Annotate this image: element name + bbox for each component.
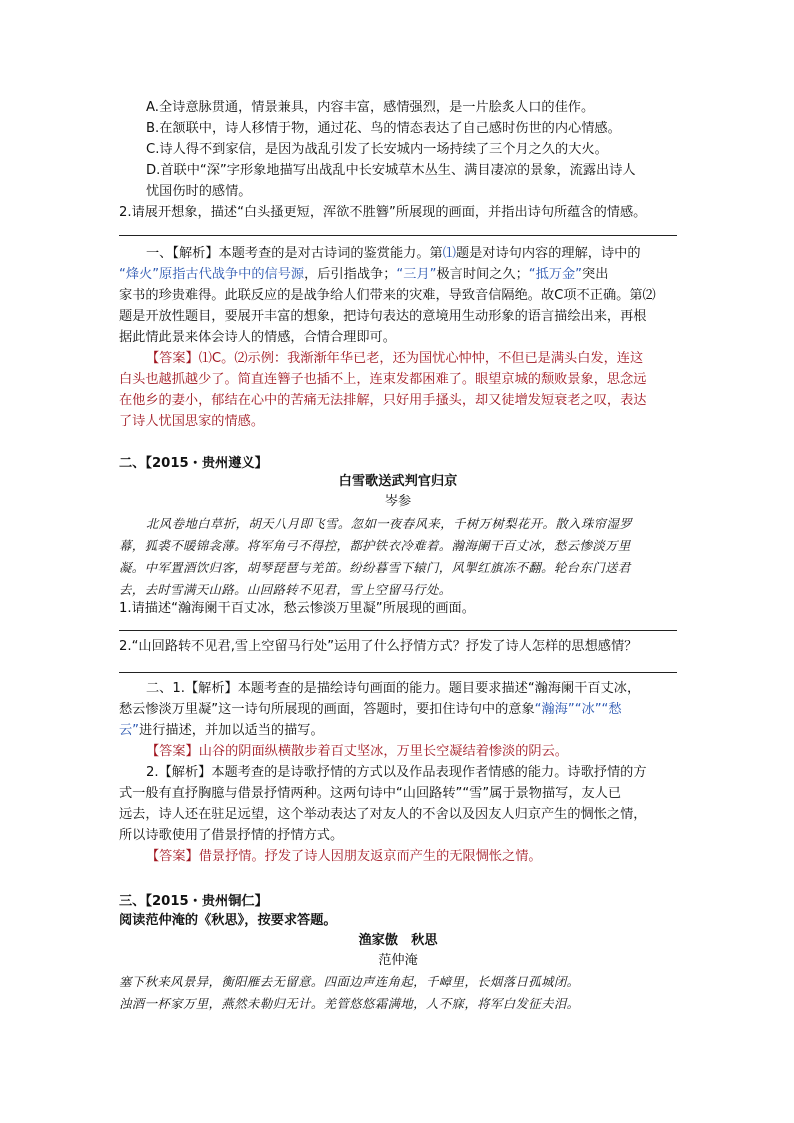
poem-title-baixuege: 白雪歌送武判官归京 [338, 474, 458, 489]
answer-line [119, 235, 677, 236]
answer-2-1-text: 山谷的阴面纵横散步着百丈坚冰，万里长空凝结着惨淡的阴云。 [198, 744, 568, 759]
answer-2-2-text: 借景抒情。抒发了诗人因朋友返京而产生的无限惆怅之情。 [198, 849, 542, 864]
highlight-chouyun: 云” [119, 723, 140, 738]
analysis-2-2-line4: 所以诗歌使用了借景抒情的抒情方式。 [119, 828, 344, 843]
analysis-2-2-line2: 式一般有直抒胸臆与借景抒情两种。这两句诗中“山回路转”“雪”属于景物描写，友人已 [119, 786, 622, 801]
answer-label: 【答案】 [146, 849, 199, 864]
answer-1-line3: 在他乡的妻小，郁结在心中的苦痛无法排解，只好用手搔头，却又徒增发短衰老之叹，表达 [119, 393, 647, 408]
section-3-heading: 三、【2015・贵州铜仁】 [119, 894, 268, 909]
option-b: B.在颔联中，诗人移情于物，通过花、鸟的情态表达了自己感时伤世的内心情感。 [146, 121, 621, 136]
analysis-1-line2 [119, 266, 608, 284]
highlight-fenghuo: “烽火”原指古代战争中的信号源 [119, 267, 305, 282]
poem-author-fanzhongyan: 范仲淹 [378, 953, 418, 968]
option-a: A.全诗意脉贯通，情景兼具，内容丰富，感情强烈，是一片脍炙人口的佳作。 [146, 100, 595, 115]
analysis-2-1-line2 [119, 701, 622, 719]
answer-1-line4: 了诗人忧国思家的情感。 [119, 414, 265, 429]
analysis-1-line5: 据此情此景来体会诗人的情感，合情合理即可。 [119, 330, 396, 345]
section-2-question-2: 2.“山回路转不见君,雪上空留马行处”运用了什么抒情方式？抒发了诗人怎样的思想感情？ [119, 639, 638, 654]
analysis-1-line1 [146, 245, 641, 263]
answer-line-2-1 [119, 630, 677, 631]
section-3-intro: 阅读范仲淹的《秋思》，按要求答题。 [119, 913, 337, 928]
analysis-1-line3: 家书的珍贵难得。此联反应的是战争给人们带来的灾难，导致音信隔绝。故C项不正确。第⑵ [119, 288, 656, 303]
answer-label: 【答案】 [146, 351, 199, 366]
poem-author-censhen: 岑参 [384, 494, 412, 509]
analysis-1-text-a: 一、【解析】本题考查的是对古诗词的鉴赏能力。第 [146, 246, 443, 261]
answer-1-line2: 白头也越抓越少了。简直连簪子也插不上，连束发都困难了。眼望京城的颓败景象，思念远 [119, 372, 647, 387]
poem-title-yujiaao: 渔家傲 秋思 [358, 933, 438, 948]
section-2-heading: 二、【2015・贵州遵义】 [119, 456, 268, 471]
answer-2-2 [146, 848, 542, 866]
highlight-hanhai-bing: “瀚海”“冰”“愁 [534, 702, 622, 717]
poem-line-1: 塞下秋来风景异，衡阳雁去无留意。四面边声连角起，千嶂里，长烟落日孤城闭。 [119, 974, 580, 989]
poem-line-4: 去，去时雪满天山路。山回路转不见君，雪上空留马行处。 [119, 582, 452, 597]
option-d-line2: 忧国伤时的感情。 [146, 184, 252, 199]
analysis-1-line4: 题是开放性题目，要展开丰富的想象，把诗句表达的意境用生动形象的语言描绘出来，再根 [119, 309, 647, 324]
analysis-2-2-line1: 2.【解析】本题考查的是诗歌抒情的方式以及作品表现作者情感的能力。诗歌抒情的方 [146, 765, 647, 780]
highlight-diwanjin: “抵万金” [528, 267, 583, 282]
answer-1-line1 [146, 350, 643, 368]
answer-label: 【答案】 [146, 744, 199, 759]
poem-line-2: 浊酒一杯家万里，燕然未勒归无计。羌管悠悠霜满地，人不寐，将军白发征夫泪。 [119, 996, 580, 1011]
analysis-1-text-end: 突出 [582, 267, 609, 282]
poem-line-3: 凝。中军置酒饮归客，胡琴琵琶与羌笛。纷纷暮雪下辕门，风掣红旗冻不翻。轮台东门送君 [119, 560, 631, 575]
analysis-1-marker: ⑴ [442, 246, 456, 261]
analysis-1-text-mid2: 极言时间之久； [436, 267, 529, 282]
option-c: C.诗人得不到家信，是因为战乱引发了长安城内一场持续了三个月之久的大火。 [146, 142, 608, 157]
analysis-2-1-text-end: 进行描述，并加以适当的描写。 [139, 723, 324, 738]
question-2: 2.请展开想象，描述“白头搔更短，浑欲不胜簪”所展现的画面，并指出诗句所蕴含的情感。 [119, 205, 647, 220]
analysis-1-text-b: 题是对诗句内容的理解，诗中的 [455, 246, 641, 261]
answer-1-text: ⑴C。⑵示例：我渐渐年华已老，还为国忧心忡忡，不但已是满头白发，连这 [198, 351, 644, 366]
analysis-2-1-line1: 二、1.【解析】本题考查的是描绘诗句画面的能力。题目要求描述“瀚海阑干百丈冰， [146, 681, 641, 696]
answer-line-2-2 [119, 672, 677, 673]
answer-2-1 [146, 743, 568, 761]
analysis-2-2-line3: 远去，诗人还在驻足远望，这个举动表达了对友人的不舍以及因友人归京产生的惆怅之情， [119, 807, 647, 822]
option-d-line1: D.首联中“深”字形象地描写出战乱中长安城草木丛生、满目凄凉的景象，流露出诗人 [146, 163, 636, 178]
poem-line-1: 北风卷地白草折，胡天八月即飞雪。忽如一夜春风来，千树万树梨花开。散入珠帘湿罗 [146, 516, 633, 531]
analysis-1-text-mid: ，后引指战争； [304, 267, 397, 282]
poem-line-2: 幕，狐裘不暖锦衾薄。将军角弓不得控，都护铁衣冷难着。瀚海阑干百丈冰，愁云惨淡万里 [119, 538, 631, 553]
section-2-question-1: 1.请描述“瀚海阑干百丈冰，愁云惨淡万里凝”所展现的画面。 [119, 601, 475, 616]
analysis-2-1-text: 愁云惨淡万里凝”这一诗句所展现的画面，答题时，要扣住诗句中的意象 [119, 702, 535, 717]
highlight-sanyue: “三月” [396, 267, 437, 282]
analysis-2-1-line3 [119, 722, 324, 740]
